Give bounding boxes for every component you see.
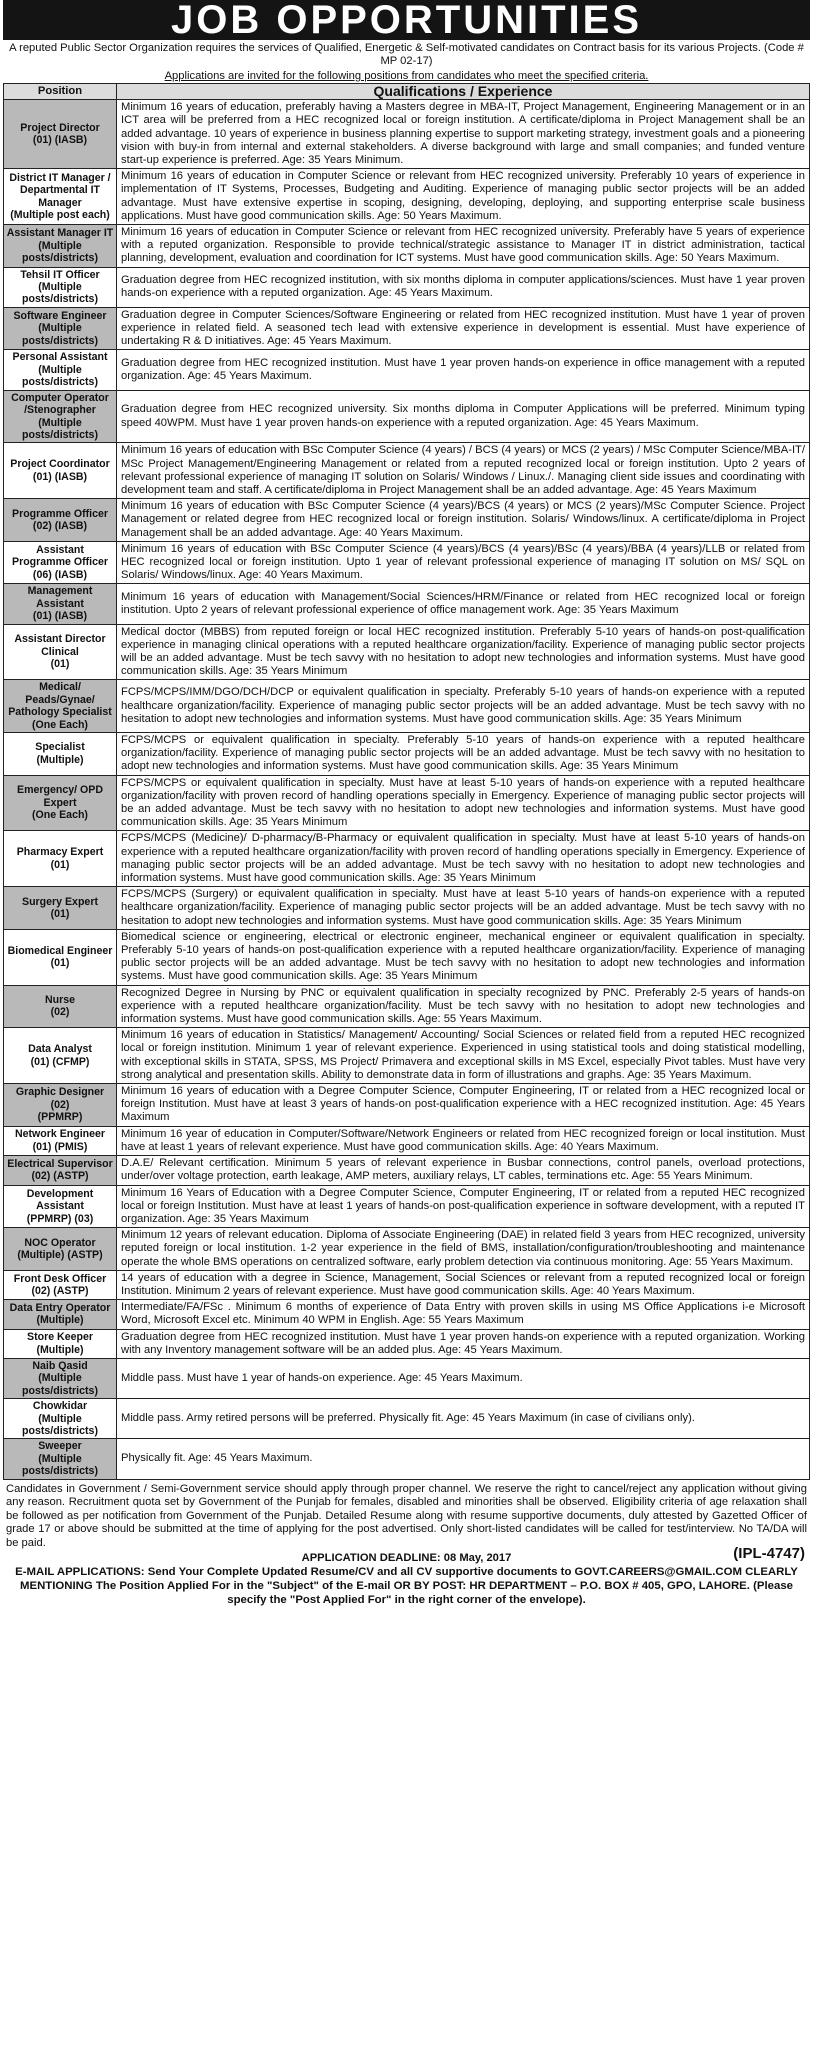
table-row — [4, 1228, 810, 1271]
table-row — [4, 1156, 810, 1185]
applications-invited: Applications are invited for the following positions from candidates who meet the specified criteria. — [164, 70, 649, 82]
position-detail: (Multiple posts/districts) — [22, 416, 98, 441]
table-row — [4, 100, 810, 169]
qualification-text: Minimum 16 years of education with BSc Computer Science (4 years)/BCS (4 years)/BSc (4 years)/BBA (4 years)/LLB or related from HEC recognized local or foreign institution. Upto 1 year of relevant professional experience of managing IT solution on MS/ SQL on Solaris/ Windows/linux. Age: 40 Years Maximum. — [117, 541, 810, 584]
position-name: Graphic Designer (02) — [15, 1086, 105, 1111]
position-detail: (01) — [50, 957, 70, 970]
position-cell — [4, 390, 117, 443]
table-row — [4, 985, 810, 1028]
position-cell — [4, 584, 117, 624]
position-name: NOC Operator — [24, 1236, 96, 1249]
qualification-text: FCPS/MCPS or equivalent qualification in specialty. Preferably 5-10 years of hands-on experience with a reputed healthcare organization/facility. Experience of managing public sector projects will be an added advantage. Must be tech savvy with no hesitation to adopt new technologies and information systems. Must have good communication skills. Age: 35 Years Minimum — [117, 733, 810, 776]
position-cell — [4, 1156, 117, 1185]
deadline-row — [0, 1544, 813, 1565]
table-row — [4, 733, 810, 776]
qualification-text: Middle pass. Must have 1 year of hands-on experience. Age: 45 Years Maximum. — [117, 1358, 810, 1398]
position-cell — [4, 169, 117, 225]
position-detail: (Multiple posts/districts) — [22, 363, 98, 389]
position-detail: (02) (ASTP) — [31, 1284, 89, 1297]
qualification-text: Minimum 16 years of education with Management/Social Sciences/HRM/Finance or related from HEC recognized local or foreign institution. Upto 2 years of relevant professional experience of office management work. Age: 35 Years Maximum — [117, 584, 810, 624]
position-cell — [4, 680, 117, 733]
position-name: Programme Officer — [12, 507, 108, 520]
table-row — [4, 443, 810, 499]
qualification-text: Minimum 16 years of education, preferably having a Masters degree in MBA-IT, Project Management, Engineering Management or in an ICT area will be preferred from a HEC recognized local or foreign institution. A certificate/diploma in Project Management shall be an added advantage. 10 years of experience in business planning expertise to support marketing strategy, investment goals and a pioneering vision with buy-in from internal and external stakeholders. A diverse background with large and small companies; and funded venture start-up experience is preferred. Age: 35 Years Minimum. — [117, 100, 810, 169]
position-cell — [4, 1300, 117, 1329]
position-name: Project Coordinator — [10, 458, 110, 471]
qualification-text: Medical doctor (MBBS) from reputed foreign or local HEC recognized institution. Preferably 5-10 years of hands-on post-qualification experience in managing clinical operations with a reputed healthcare organization/facility. Experience of managing public sector projects will be an added advantage. Must be tech savvy with no hesitation to adopt new technologies and information systems. Must have good communication skills. Age: 35 Years Minimum — [117, 624, 810, 680]
qualification-text: Physically fit. Age: 45 Years Maximum. — [117, 1439, 810, 1479]
qualification-text: Minimum 16 years of education in Computer Science or relevant from HEC recognized university. Preferably 10 years of experience in implementation of IT Systems, Processes, Budgeting and Auditing. Experience of managing public sector projects will be an added advantage. Must have extensive expertise in scoping, designing, developing, deploying, and supporting enterprise scale business applications. Must have good communication skills. Age: 50 Years Maximum. — [117, 169, 810, 225]
qualification-text: Minimum 16 years of education in Computer Science or relevant from HEC recognized university. Preferably have 5 years of experience with a reputed organization. Responsible to provide technical/strategic assistance to Manager IT in district administration, tactical planning, development, evaluation and coordination for ICT systems. Must have good communication skills. Age: 50 Years Maximum. — [117, 225, 810, 268]
position-detail: (Multiple) (ASTP) — [17, 1248, 103, 1261]
qualification-text: Graduation degree from HEC recognized university. Six months diploma in Computer Applications will be preferred. Minimum typing speed 40WPM. Must have 1 year proven hands-on experience with a reputed organization. Age: 45 Years Maximum. — [117, 390, 810, 443]
position-name: Assistant Manager IT — [6, 227, 114, 240]
qualification-text: FCPS/MCPS/IMM/DGO/DCH/DCP or equivalent qualification in specialty. Preferably 5-10 years of hands-on experience with a reputed healthcare organization/facility. Experience of managing public sector projects will be an added advantage. Must be tech savvy with no hesitation to adopt new technologies and information systems. Must have good communication skills. Age: 35 Years Minimum — [117, 680, 810, 733]
position-name: Electrical Supervisor — [7, 1157, 113, 1170]
qualification-text: Minimum 16 Years of Education with a Degree Computer Science, Computer Engineering, IT or related from a reputed HEC recognized local or foreign Institution. Must have at least 1 years of hands-on post-qualification experience in software development, with a reputed IT organization. Age: 35 Years Maximum — [117, 1185, 810, 1228]
position-detail: (Multiple) — [36, 1314, 84, 1327]
table-row — [4, 775, 810, 831]
position-name: Personal Assistant — [12, 351, 108, 364]
table-row — [4, 624, 810, 680]
qualification-text: FCPS/MCPS (Surgery) or equivalent qualification in specialty. Must have at least 5-10 years of hands-on experience with a reputed healthcare organization/facility. Experience of managing public sector projects will be an added advantage. Must be tech savvy with no hesitation to adopt new technologies and information systems. Must have good communication skills. Age: 35 Years Minimum — [117, 887, 810, 930]
position-name: Chowkidar — [32, 1400, 88, 1413]
position-detail: (02) (IASB) — [32, 519, 88, 532]
position-cell — [4, 267, 117, 307]
qualification-text: Graduation degree in Computer Sciences/Software Engineering or related from HEC recognized institution. Must have 1 year of proven experience in related field. A seasoned tech lead with extensive experience in development is essential. Must have experience of undertaking R & D initiatives. Age: 45 Years Maximum. — [117, 307, 810, 350]
table-row — [4, 225, 810, 268]
qualification-text: Minimum 16 year of education in Computer/Software/Network Engineers or related from HEC recognized foreign or local institution. Must have at least 1 years of relevant experience. Must have good communication skills. Age: 40 Years Maximum. — [117, 1126, 810, 1155]
qualification-text: FCPS/MCPS or equivalent qualification in specialty. Must have at least 5-10 years of hands-on experience with a reputed healthcare organization/facility with proven record of handling operations specially in Emergency. Experience of managing public sector projects will be an added advantage. Must be tech savvy with no hesitation to adopt new technologies and information systems. Must have good communication skills. Age: 35 Years Minimum — [117, 775, 810, 831]
position-cell — [4, 1126, 117, 1155]
intro-text: A reputed Public Sector Organization requires the services of Qualified, Energetic & Self-motivated candidates on Contract basis for its various Projects. (Code # MP 02-17) — [9, 42, 804, 67]
position-detail: (One Each) — [32, 809, 88, 822]
table-row — [4, 1329, 810, 1358]
position-name: Specialist — [35, 741, 85, 754]
table-row — [4, 1270, 810, 1299]
position-name: Development Assistant — [26, 1187, 94, 1213]
table-row — [4, 1439, 810, 1479]
position-cell — [4, 1270, 117, 1299]
position-detail: (Multiple post each) — [10, 209, 110, 222]
position-cell — [4, 307, 117, 350]
qualification-text: Minimum 16 years of education with BSc Computer Science (4 years)/BCS (4 years) or MCS (2 years)/MSc Computer Science. Project Management or related degree from HEC recognized local or foreign institution. Solaris/ Windows/linux. A certificate/diploma in Project Management shall be an added advantage. Age: 40 Years Maximum. — [117, 499, 810, 542]
qualification-text: Middle pass. Army retired persons will be preferred. Physically fit. Age: 45 Years Maximum (in case of civilians only). — [117, 1399, 810, 1439]
table-row — [4, 1126, 810, 1155]
position-cell — [4, 499, 117, 542]
position-name: Assistant Director Clinical — [14, 633, 106, 658]
table-row — [4, 831, 810, 887]
position-cell — [4, 225, 117, 268]
position-cell — [4, 1084, 117, 1127]
position-name: Sweeper — [38, 1440, 82, 1453]
position-detail: (Multiple posts/districts) — [22, 1412, 98, 1437]
position-name: District IT Manager / Departmental IT Manager — [9, 171, 111, 209]
table-row — [4, 1084, 810, 1127]
table-row — [4, 1185, 810, 1228]
position-name: Project Director — [20, 121, 100, 134]
positions-table — [3, 83, 810, 1480]
qualification-text: Minimum 16 years of education with BSc Computer Science (4 years) / BCS (4 years) or MCS (2 years) / MSc Computer Science/MBA-IT/ MSc Project Management/Engineering Management or related from a reputed recognized local or foreign institution. Upto 2 years of relevant professional experience of managing IT solution on Solaris/ Windows / Linux./. Managing client side issues and coordinating with development team and staff. A certificate/diploma in Project Management shall be an added advantage. Age: 45 Years Maximum — [117, 443, 810, 499]
position-cell — [4, 443, 117, 499]
page-title: JOB OPPORTUNITIES — [3, 0, 810, 40]
qualification-text: FCPS/MCPS (Medicine)/ D-pharmacy/B-Pharmacy or equivalent qualification in specialty. Must have at least 5-10 years of hands-on experience with a reputed healthcare organization/facility with proven record of handling operations specially in Emergency. Experience of managing public sector projects will be an added advantage. Must be tech savvy with no hesitation to adopt new technologies and information systems. Must have good communication skills. Age: 35 Years Minimum — [117, 831, 810, 887]
position-cell — [4, 831, 117, 887]
position-detail: (01) (IASB) — [32, 610, 88, 623]
position-cell — [4, 350, 117, 390]
position-name: Network Engineer — [14, 1128, 106, 1141]
table-row — [4, 267, 810, 307]
position-detail: (Multiple posts/districts) — [22, 322, 98, 347]
position-detail: (01) (CFMP) — [30, 1055, 90, 1068]
position-detail: (One Each) — [32, 718, 88, 731]
position-name: Front Desk Officer — [13, 1272, 107, 1285]
position-detail: (Multiple posts/districts) — [22, 1452, 98, 1478]
position-name: Computer Operator /Stenographer — [11, 391, 109, 417]
position-name: Store Keeper — [27, 1331, 93, 1344]
position-detail: (06) (IASB) — [32, 568, 88, 581]
qualification-text: Biomedical science or engineering, electrical or electronic engineer, mechanical engineer or equivalent qualification in specialty. Preferably 5-10 years of hands-on post-qualification experience with a reputed healthcare organization/facility. Experience of managing public sector projects will be an added advantage. Must be tech savvy with no hesitation to adopt new technologies and information systems. Must have good communication skills. Age: 35 Years Minimum — [117, 929, 810, 985]
position-name: Naib Qasid — [32, 1359, 88, 1372]
position-detail: (Multiple posts/districts) — [22, 239, 98, 265]
qualification-text: D.A.E/ Relevant certification. Minimum 5 years of relevant experience in Busbar connections, control panels, overload protections, under/over voltage protection, earth leakage, AMP meters, auxiliary relays, LT cables, terminations etc. Age: 55 Years Minimum. — [117, 1156, 810, 1185]
qualification-text: Graduation degree from HEC recognized institution. Must have 1 year proven hands-on experience with a reputed organization. Working with any Inventory management software will be an added plus. Age: 45 Years Maximum. — [117, 1329, 810, 1358]
position-name: Software Engineer — [13, 310, 107, 323]
email-instructions: E-MAIL APPLICATIONS: Send Your Complete Updated Resume/CV and all CV supportive documents to GOVT.CAREERS@GMAIL.COM CLEARLY MENTIONING The Position Applied For in the "Subject" of the E-mail OR BY POST: HR DEPARTMENT – P.O. BOX # 405, GPO, LAHORE. (Please specify the "Post Applied For" in the right corner of the envelope). — [15, 1565, 798, 1606]
position-name: Medical/ Peads/Gynae/ Pathology Specialist — [8, 681, 112, 719]
position-header: Position — [4, 84, 117, 100]
position-cell — [4, 887, 117, 930]
position-detail: (01) — [50, 858, 70, 871]
position-detail: (Multiple posts/districts) — [22, 1372, 98, 1397]
footer-note: Candidates in Government / Semi-Government service should apply through proper channel. We reserve the right to cancel/reject any application without giving any reason. Recruitment quota set by Government of the Punjab for females, disabled and minorities shall be observed. Eligibility criteria of age relaxation shall be followed as per notification from Government of the Punjab. Detailed Resume along with resume supportive documents, duly attested by Gazetted Officer of grade 17 or above should be submitted at the time of applying for the post advertised. Only short-listed candidates will be called for test/interview. No TA/DA will be paid. — [6, 1482, 807, 1549]
ad-code: (IPL-4747) — [733, 1544, 805, 1562]
position-name: Pharmacy Expert — [16, 846, 104, 859]
position-cell — [4, 929, 117, 985]
position-detail: (PPMRP) (03) — [26, 1212, 94, 1225]
application-deadline: APPLICATION DEADLINE: 08 May, 2017 — [301, 1551, 512, 1564]
position-cell — [4, 541, 117, 584]
qualification-text: Minimum 12 years of relevant education. Diploma of Associate Engineering (DAE) in related field 3 years from HEC recognized, university reputed foreign or local institution. 1-2 year experience in the field of BMS, installation/configuration/troubleshooting and maintenance operate the whole BMS operations on centralized software, early problem detection via continuous monitoring. Age: 55 Years Maximum. — [117, 1228, 810, 1271]
position-cell — [4, 775, 117, 831]
position-detail: (PPMRP) — [37, 1111, 83, 1124]
position-name: Nurse — [44, 994, 76, 1007]
position-name: Assistant Programme Officer — [12, 543, 108, 569]
position-cell — [4, 1028, 117, 1084]
position-name: Management Assistant — [27, 585, 93, 610]
position-name: Biomedical Engineer — [7, 944, 113, 957]
position-cell — [4, 1399, 117, 1439]
qualification-text: Minimum 16 years of education with a Degree Computer Science, Computer Engineering, IT or related from a HEC recognized local or foreign Institution. Must have at least 3 years of hands-on post-qualification experience with a HEC recognized institution. Age: 45 Years Maximum — [117, 1084, 810, 1127]
position-cell — [4, 1228, 117, 1271]
position-detail: (01) (PMIS) — [32, 1140, 88, 1153]
table-row — [4, 169, 810, 225]
qualifications-header: Qualifications / Experience — [117, 84, 810, 100]
position-detail: (01) — [50, 658, 70, 671]
position-cell — [4, 1358, 117, 1398]
position-cell — [4, 1185, 117, 1228]
position-detail: (Multiple) — [36, 753, 84, 766]
table-row — [4, 680, 810, 733]
table-row — [4, 390, 810, 443]
table-row — [4, 1300, 810, 1329]
position-name: Emergency/ OPD Expert — [17, 784, 103, 809]
position-cell — [4, 1329, 117, 1358]
table-row — [4, 887, 810, 930]
qualification-text: Graduation degree from HEC recognized institution, with six months diploma in computer applications/sciences. Must have 1 year proven hands-on experience with a reputed organization. Age: 45 Years Maximum. — [117, 267, 810, 307]
table-row — [4, 350, 810, 390]
position-detail: (Multiple posts/districts) — [22, 281, 98, 306]
position-detail: (Multiple) — [36, 1343, 84, 1356]
position-detail: (02) — [50, 1006, 70, 1019]
table-row — [4, 584, 810, 624]
position-name: Data Analyst — [28, 1043, 92, 1056]
table-row — [4, 1399, 810, 1439]
position-cell — [4, 100, 117, 169]
position-name: Surgery Expert — [22, 895, 98, 908]
position-cell — [4, 733, 117, 776]
qualification-text: Recognized Degree in Nursing by PNC or equivalent qualification in specialty recognized by PNC. Preferably 2-5 years of hands-on experience with a reputed healthcare organization/facility. Must be tech savvy with no hesitation to adopt new technologies and information systems. Must have good communication skills. Age: 55 Years Maximum. — [117, 985, 810, 1028]
qualification-text: Minimum 16 years of education in Statistics/ Management/ Accounting/ Social Sciences or related field from a reputed HEC recognized local or foreign institution. Minimum 1 year of relevant experience. Experienced in using statistical tools and doing statistical modelling, with exceptional skills in STATA, SPSS, MS Project/ Primavera and exceptional skills in MS Excel, especially Pivot tables. Must have very strong analytical and presentation skills. Ability to demonstrate data in form of illustrations and graphs. Age: 35 Years Maximum. — [117, 1028, 810, 1084]
table-row — [4, 499, 810, 542]
table-row — [4, 1358, 810, 1398]
position-cell — [4, 624, 117, 680]
position-name: Tehsil IT Officer — [20, 268, 100, 281]
position-detail: (01) (IASB) — [32, 470, 88, 483]
position-detail: (01) (IASB) — [32, 134, 88, 147]
qualification-text: Intermediate/FA/FSc . Minimum 6 months of experience of Data Entry with proven skills in using MS Office Applications i-e Microsoft Word, Microsoft Excel etc. Minimum 40 WPM in English. Age: 55 Years Maximum — [117, 1300, 810, 1329]
table-row — [4, 307, 810, 350]
table-row — [4, 929, 810, 985]
table-row — [4, 541, 810, 584]
position-detail: (02) (ASTP) — [31, 1170, 89, 1183]
position-detail: (01) — [50, 908, 70, 921]
position-cell — [4, 985, 117, 1028]
position-cell — [4, 1439, 117, 1479]
qualification-text: Graduation degree from HEC recognized institution. Must have 1 year proven hands-on experience in office management with a reputed organization. Age: 45 Years Maximum. — [117, 350, 810, 390]
position-name: Data Entry Operator — [9, 1301, 111, 1314]
qualification-text: 14 years of education with a degree in Science, Management, Social Sciences or relevant from a reputed recognized local or foreign Institution. Minimum 2 years of relevant experience. Must have good communication skills. Age: 40 Years Maximum. — [117, 1270, 810, 1299]
table-row — [4, 1028, 810, 1084]
